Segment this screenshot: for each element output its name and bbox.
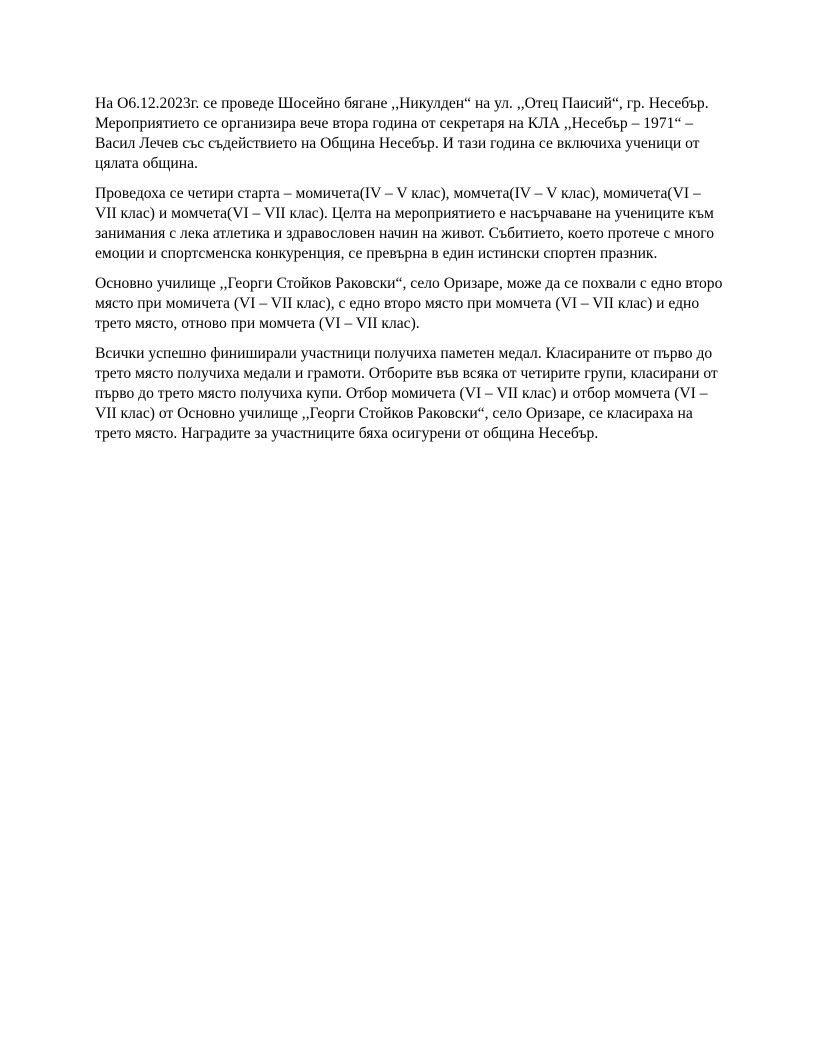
paragraph-event-intro: На О6.12.2023г. се проведе Шосейно бягане ,,Никулден“ на ул. ,,Отец Паисий“, гр. Несебър. Мероприятието се организира вече втора година от секретаря на КЛА ,,Несебър – 1971“ – Васил Лечев със съдействието на Община Несебър. И тази година се включиха ученици от цялата община. [95, 95, 709, 172]
document-body [95, 94, 725, 454]
paragraph-school-results: Основно училище ,,Георги Стойков Раковски“, село Оризаре, може да се похвали с едно второ място при момичета (VI – VII клас), с едно второ място при момчета (VI – VII клас) и едно трето място, отново при момчета (VI – VII клас). [95, 275, 723, 332]
paragraph-awards: Всички успешно финиширали участници получиха паметен медал. Класираните от първо до трето място получиха медали и грамоти. Отборите във всяка от четирите групи, класирани от първо до трето място получиха купи. Отбор момичета (VI – VII клас) и отбор момчета (VI – VII клас) от Основно училище ,,Георги Стойков Раковски“, село Оризаре, се класираха на трето място. Наградите за участниците бяха осигурени от община Несебър. [95, 345, 718, 442]
paragraph-races: Проведоха се четири старта – момичета(IV – V клас), момчета(IV – V клас), момичета(VI – VII клас) и момчета(VI – VII клас). Целта на мероприятието е насърчаване на учениците към занимания с лека атлетика и здравословен начин на живот. Събитието, което протече с много емоции и спортсменска конкуренция, се превърна в един истински спортен празник. [95, 185, 715, 262]
